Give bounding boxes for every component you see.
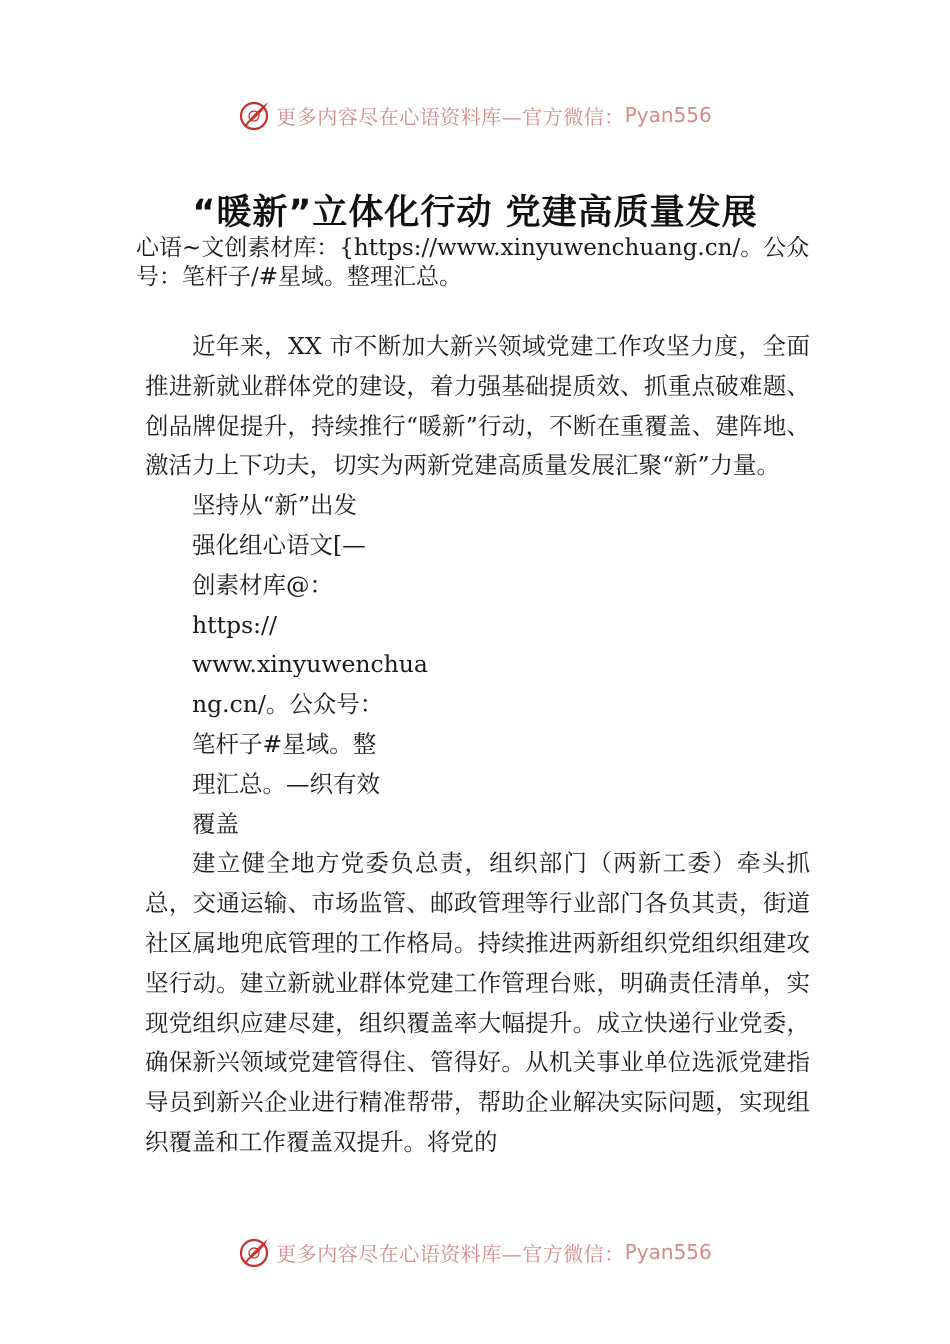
heading-line: 创素材库@： [192,570,333,599]
heading-line: https:// [192,610,277,639]
footer-watermark [0,1232,950,1272]
watermark-handle: Pyan556 [624,103,712,127]
heading-line: 笔杆子#星域。整 [192,729,377,758]
heading-line: ng.cn/。公众号： [192,690,384,719]
heading-line: 理汇总。—织有效 [192,769,380,798]
document-body [145,327,810,1163]
watermark-text: 更多内容尽在心语资料库—官方微信： [276,1241,625,1266]
watermark-handle: Pyan556 [624,1240,712,1264]
intro-paragraph: 近年来，XX 市不断加大新兴领域党建工作攻坚力度，全面推进新就业群体党的建设，着力强基础提质效、抓重点破难题、创品牌促提升，持续推行“暖新”行动，不断在重覆盖、建阵地、激活力上下功夫，切实为两新党建高质量发展汇聚“新”力量。 [145,332,810,480]
heading-line: 坚持从“新”出发 [192,491,358,520]
quill-logo-icon [238,98,272,132]
body-paragraph: 建立健全地方党委负总责，组织部门（两新工委）牵头抓总，交通运输、市场监管、邮政管理等行业部门各负其责，街道社区属地兜底管理的工作格局。持续推进两新组织党组织组建攻坚行动。建立新就业群体党建工作管理台账，明确责任清单，实现党组织应建尽建，组织覆盖率大幅提升。成立快递行业党委，确保新兴领域党建管得住、管得好。从机关事业单位选派党建指导员到新兴企业进行精准帮带，帮助企业解决实际问题，实现组织覆盖和工作覆盖双提升。将党的 [145,849,810,1156]
document-title: “暖新”立体化行动 党建高质量发展 [192,193,758,233]
source-line: 心语~文创素材库：{https://www.xinyuwenchuang.cn/。公众号：笔杆子/#星域。整理汇总。 [136,235,810,290]
heading-line: 覆盖 [192,809,239,838]
quill-logo-icon [238,1235,272,1269]
watermark-text: 更多内容尽在心语资料库—官方微信： [276,104,625,129]
heading-line: 强化组心语文[— [192,530,366,559]
heading-line: www.xinyuwenchua [192,650,428,679]
header-watermark [0,95,950,135]
